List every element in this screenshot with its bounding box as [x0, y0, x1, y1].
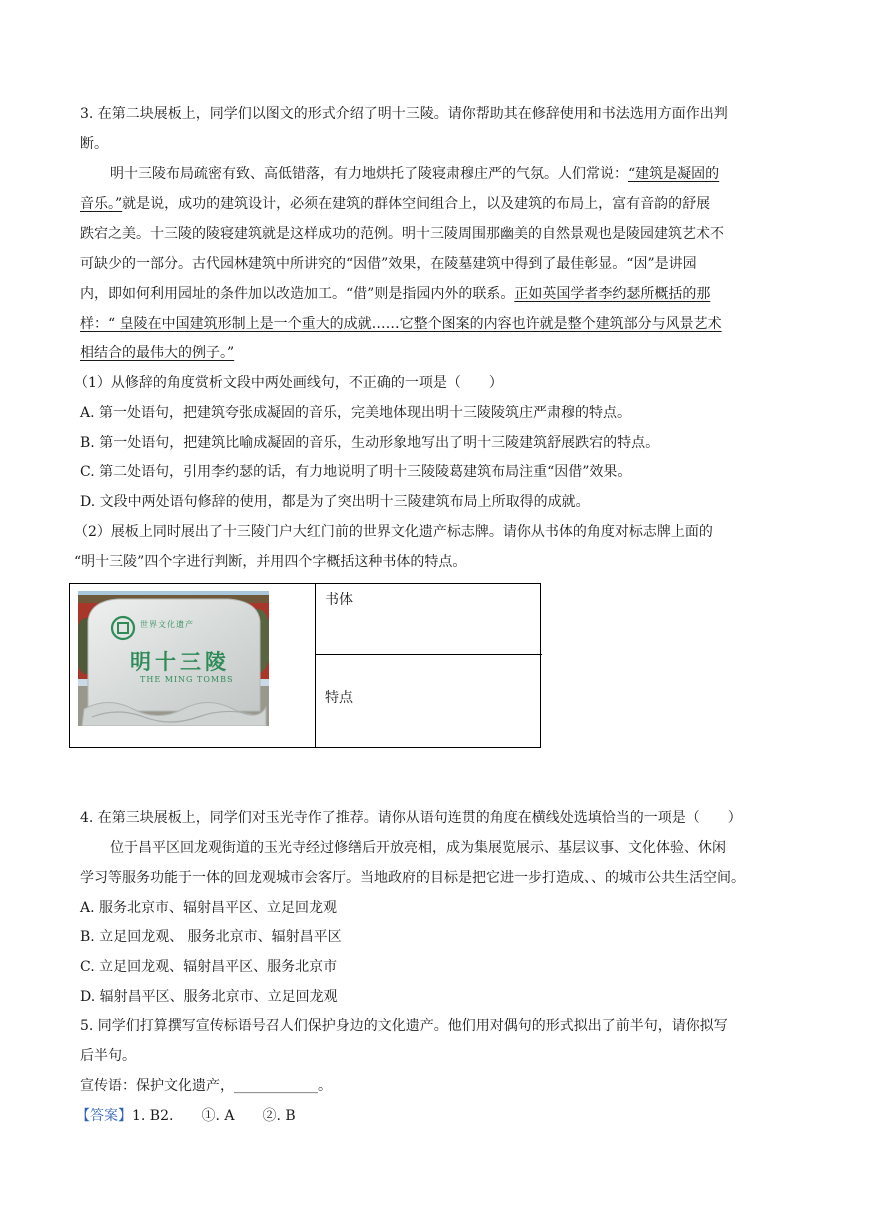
q4-option-b: B. 立足回龙观、 服务北京市、辐射昌平区 [80, 929, 342, 945]
underlined-sentence-1: “建筑是凝固的 [628, 166, 720, 182]
answer-table [69, 583, 541, 748]
q3-option-b: B. 第一处语句，把建筑比喻成凝固的音乐，生动形象地写出了明十三陵建筑舒展跌宕的特点。 [80, 435, 660, 451]
q3-passage-line7: 相结合的最伟大的例子。” [80, 345, 235, 361]
q3-passage-line3: 跌宕之美。十三陵的陵寝建筑就是这样成功的范例。明十三陵周围那幽美的自然景观也是陵园建筑艺术不 [80, 226, 724, 242]
q3-subquestion-1: （1）从修辞的角度赏析文段中两处画线句，不正确的一项是（ ） [74, 375, 503, 391]
q3-passage-line2 [80, 194, 710, 214]
q4-passage-line1: 位于昌平区回龙观街道的玉光寺经过修缮后开放亮相，成为集展览展示、基层议事、文化体验、休闲 [110, 840, 726, 856]
answer-text: 1. B2. ①. A ②. B [132, 1108, 296, 1124]
q4-option-c: C. 立足回龙观、辐射昌平区、服务北京市 [80, 959, 338, 975]
q3-passage-line1 [110, 164, 719, 184]
q3-passage-line6: 样：“ 皇陵在中国建筑形制上是一个重大的成就……它整个图案的内容也许就是整个建筑部分与风景艺术 [80, 316, 722, 332]
q4-stem: 4. 在第三块展板上，同学们对玉光寺作了推荐。请你从语句连贯的角度在横线处选填恰当的一项是（ ） [80, 810, 742, 826]
q5-stem-line2: 后半句。 [80, 1048, 136, 1064]
q4-option-a: A. 服务北京市、辐射昌平区、立足回龙观 [80, 900, 338, 916]
q3-option-a: A. 第一处语句，把建筑夸张成凝固的音乐，完美地体现出明十三陵陵筑庄严肃穆的特点。 [80, 405, 632, 421]
q4-option-d: D. 辐射昌平区、服务北京市、立足回龙观 [80, 989, 338, 1005]
q3-passage-line5 [80, 284, 710, 304]
underlined-sentence-1-end: 音乐。” [80, 196, 123, 212]
q4-passage-line2: 学习等服务功能于一体的回龙观城市会客厅。当地政府的目标是把它进一步打造成、、的城市公共生活空间。 [80, 870, 745, 886]
answer-tag: 【答案】 [76, 1108, 132, 1124]
q3-stem-line2: 断。 [80, 136, 108, 152]
passage-text: 内，即如何利用园址的条件加以改造加工。“借”则是指园内外的联系。 [80, 286, 515, 302]
q5-stem-line1: 5. 同学们打算撰写宣传标语号召人们保护身边的文化遗产。他们用对偶句的形式拟出了前半句，请你拟写 [80, 1018, 728, 1034]
answer-line [76, 1106, 296, 1126]
q3-option-d: D. 文段中两处语句修辞的使用，都是为了突出明十三陵建筑布局上所取得的成就。 [80, 494, 590, 510]
q3-option-c: C. 第二处语句，引用李约瑟的话，有力地说明了明十三陵陵葛建筑布局注重“因借”效果。 [80, 464, 632, 480]
sign-heritage-text: 世界文化遗产 [140, 620, 194, 629]
sign-chinese-title: 明十三陵 [130, 650, 230, 674]
passage-text: 明十三陵布局疏密有致、高低错落，有力地烘托了陵寝肃穆庄严的气氛。人们常说： [110, 166, 628, 182]
table-divider-vertical [315, 584, 316, 747]
q5-slogan: 宣传语：保护文化遗产，____________。 [80, 1078, 332, 1094]
passage-text: 就是说，成功的建筑设计，必须在建筑的群体空间组合上，以及建筑的布局上，富有音韵的舒展 [122, 196, 711, 212]
q3-subquestion-2-line2: “明十三陵”四个字进行判断，并用四个字概括这种书体的特点。 [74, 554, 467, 570]
q3-subquestion-2-line1: （2）展板上同时展出了十三陵门户大红门前的世界文化遗产标志牌。请你从书体的角度对标志牌上面的 [74, 524, 713, 540]
table-label-style: 书体 [325, 592, 353, 608]
sign-english-title: THE MING TOMBS [140, 675, 234, 684]
table-label-feature: 特点 [325, 690, 353, 706]
underlined-sentence-2: 正如英国学者李约瑟所概括的那 [514, 286, 711, 302]
q3-passage-line4: 可缺少的一部分。古代园林建筑中所讲究的“因借”效果，在陵墓建筑中得到了最佳彰显。“因”是讲园 [80, 256, 697, 272]
ming-tombs-sign-photo [78, 591, 269, 726]
table-divider-horizontal [315, 654, 542, 655]
q3-stem-line1: 3. 在第二块展板上，同学们以图文的形式介绍了明十三陵。请你帮助其在修辞使用和书法选用方面作出判 [80, 106, 728, 122]
